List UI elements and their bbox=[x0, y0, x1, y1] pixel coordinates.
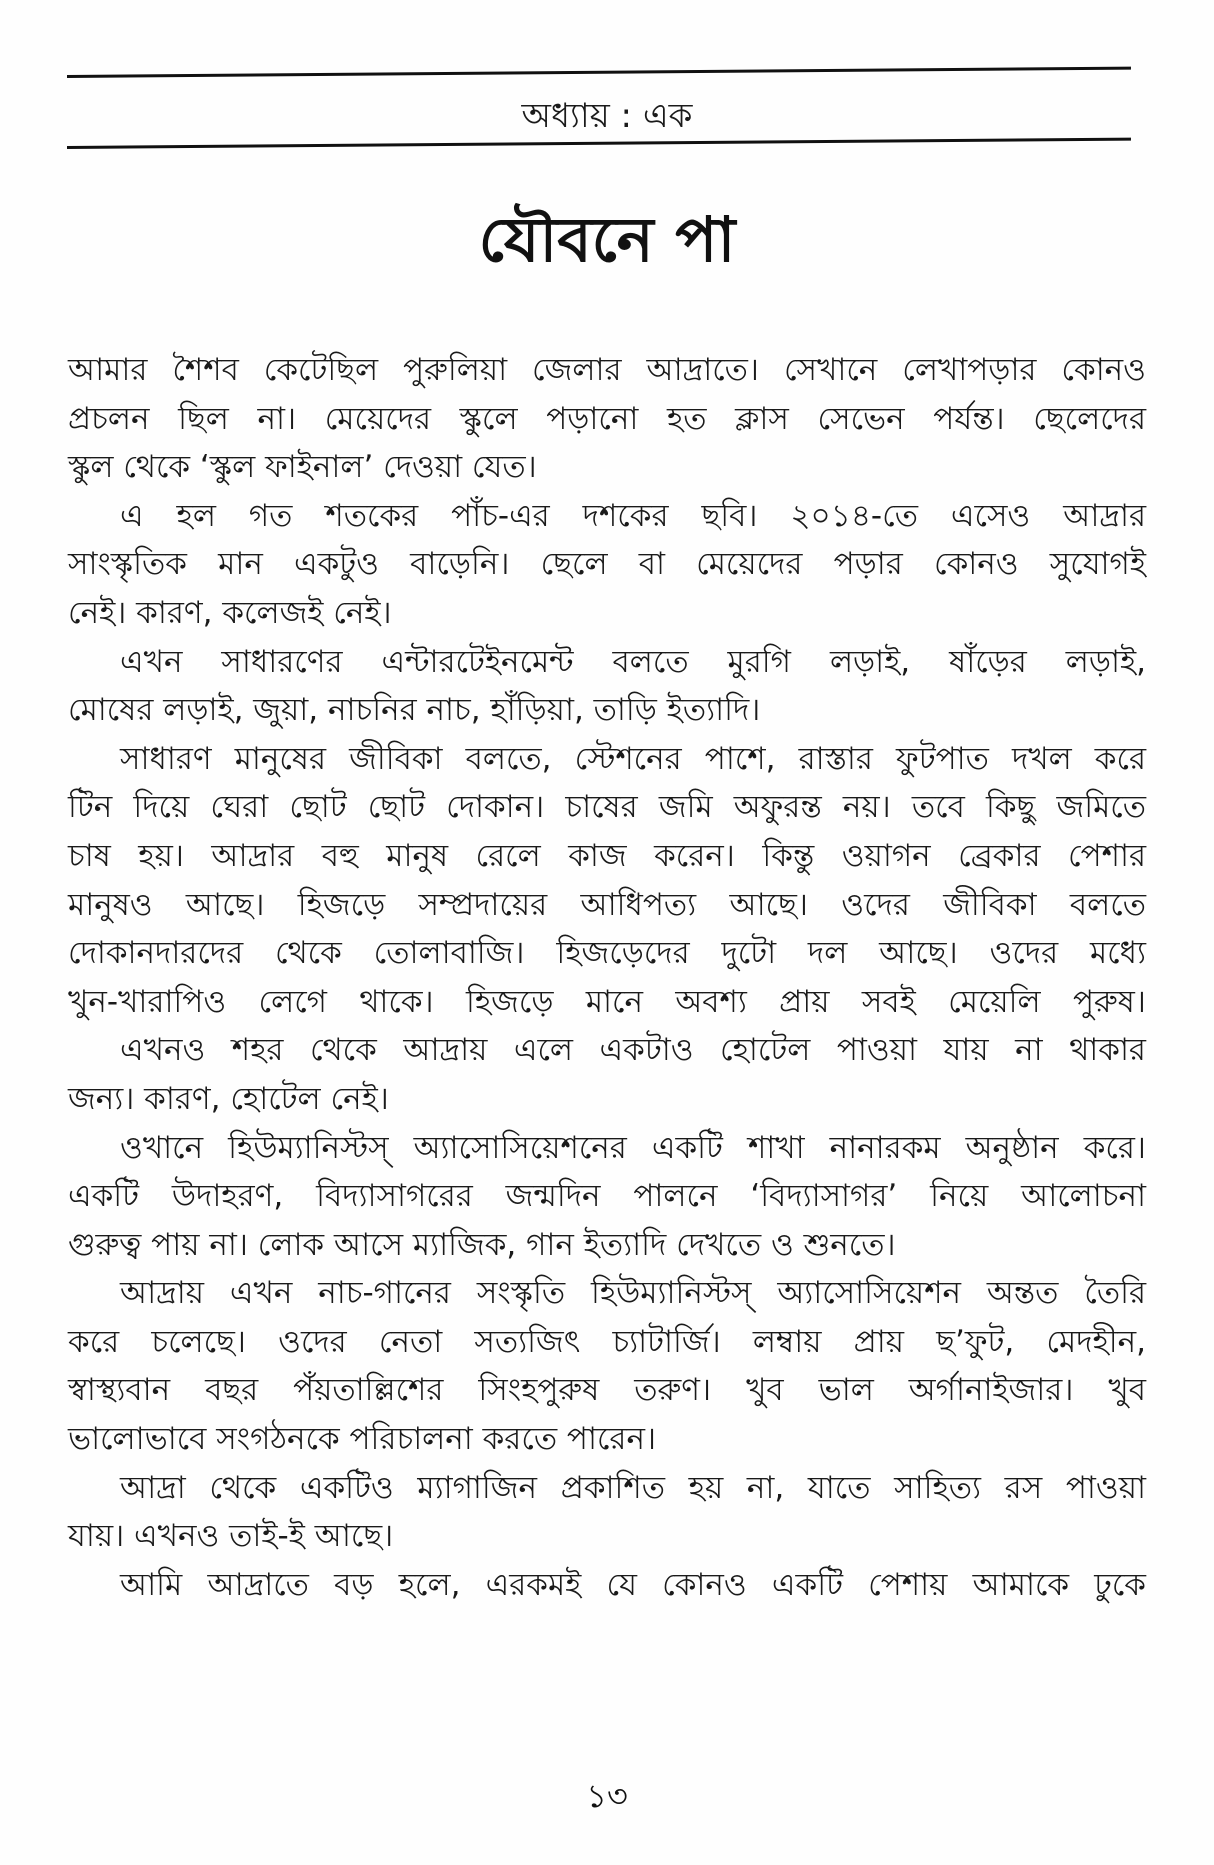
chapter-label: অধ্যায় : এক bbox=[521, 96, 693, 136]
text-line: স্কুল থেকে ‘স্কুল ফাইনাল’ দেওয়া যেত। bbox=[68, 449, 537, 486]
chapter-title: যৌবনে পা bbox=[478, 203, 736, 276]
paragraph bbox=[68, 1269, 1146, 1463]
paragraph bbox=[68, 1464, 1146, 1561]
text-line: প্রচলন ছিল না। মেয়েদের স্কুলে পড়ানো হত ক্লাস সেভেন পর্যন্ত। ছেলেদের bbox=[68, 400, 1146, 437]
text-line: করে চলেছে। ওদের নেতা সত্যজিৎ চ্যাটার্জি। লম্বায় প্রায় ছ’ফুট, মেদহীন, bbox=[68, 1323, 1146, 1360]
text-line: দোকানদারদের থেকে তোলাবাজি। হিজড়েদের দুটো দল আছে। ওদের মধ্যে bbox=[68, 935, 1146, 972]
text-line: এ হল গত শতকের পাঁচ-এর দশকের ছবি। ২০১৪-তে এসেও আদ্রার bbox=[120, 497, 1146, 534]
text-line: জন্য। কারণ, হোটেল নেই। bbox=[68, 1080, 389, 1117]
text-line: আদ্রায় এখন নাচ-গানের সংস্কৃতি হিউম্যানিস্টস্ অ্যাসোসিয়েশন অন্তত তৈরি bbox=[120, 1275, 1146, 1312]
text-line: টিন দিয়ে ঘেরা ছোট ছোট দোকান। চাষের জমি অফুরন্ত নয়। তবে কিছু জমিতে bbox=[68, 789, 1146, 826]
paragraph bbox=[68, 492, 1146, 638]
text-line: আদ্রা থেকে একটিও ম্যাগাজিন প্রকাশিত হয় না, যাতে সাহিত্য রস পাওয়া bbox=[120, 1469, 1146, 1506]
chapter-body bbox=[68, 346, 1146, 1609]
text-line: আমি আদ্রাতে বড় হলে, এরকমই যে কোনও একটি পেশায় আমাকে ঢুকে bbox=[120, 1566, 1146, 1603]
text-line: যায়। এখনও তাই-ই আছে। bbox=[68, 1518, 394, 1555]
text-line: গুরুত্ব পায় না। লোক আসে ম্যাজিক, গান ইত্যাদি দেখতে ও শুনতে। bbox=[68, 1226, 896, 1263]
text-line: চাষ হয়। আদ্রার বহু মানুষ রেলে কাজ করেন। কিন্তু ওয়াগন ব্রেকার পেশার bbox=[68, 837, 1146, 874]
page-number: ১৩ bbox=[586, 1777, 628, 1815]
text-line: এখনও শহর থেকে আদ্রায় এলে একটাও হোটেল পাওয়া যায় না থাকার bbox=[120, 1032, 1146, 1069]
text-line: মানুষও আছে। হিজড়ে সম্প্রদায়ের আধিপত্য আছে। ওদের জীবিকা বলতে bbox=[68, 886, 1146, 923]
header-top-rule bbox=[67, 67, 1131, 78]
text-line: মোষের লড়াই, জুয়া, নাচনির নাচ, হাঁড়িয়া, তাড়ি ইত্যাদি। bbox=[68, 692, 761, 729]
text-line: নেই। কারণ, কলেজই নেই। bbox=[68, 594, 392, 631]
paragraph bbox=[68, 638, 1146, 735]
paragraph bbox=[68, 1124, 1146, 1270]
text-line: ওখানে হিউম্যানিস্টস্ অ্যাসোসিয়েশনের একটি শাখা নানারকম অনুষ্ঠান করে। bbox=[120, 1129, 1146, 1166]
text-line: এখন সাধারণের এন্টারটেইনমেন্ট বলতে মুরগি লড়াই, ষাঁড়ের লড়াই, bbox=[120, 643, 1146, 680]
text-line: ভালোভাবে সংগঠনকে পরিচালনা করতে পারেন। bbox=[68, 1421, 657, 1458]
text-line: আমার শৈশব কেটেছিল পুরুলিয়া জেলার আদ্রাতে। সেখানে লেখাপড়ার কোনও bbox=[68, 352, 1146, 388]
paragraph bbox=[68, 346, 1146, 492]
paragraph bbox=[68, 735, 1146, 1027]
text-line: একটি উদাহরণ, বিদ্যাসাগরের জন্মদিন পালনে ‘বিদ্যাসাগর’ নিয়ে আলোচনা bbox=[68, 1178, 1146, 1215]
paragraph bbox=[68, 1026, 1146, 1123]
text-line: স্বাস্থ্যবান বছর পঁয়তাল্লিশের সিংহপুরুষ তরুণ। খুব ভাল অর্গানাইজার। খুব bbox=[68, 1372, 1146, 1409]
paragraph bbox=[68, 1561, 1146, 1610]
text-line: সাংস্কৃতিক মান একটুও বাড়েনি। ছেলে বা মেয়েদের পড়ার কোনও সুযোগই bbox=[68, 546, 1146, 583]
header-bottom-rule bbox=[67, 138, 1131, 149]
text-line: সাধারণ মানুষের জীবিকা বলতে, স্টেশনের পাশে, রাস্তার ফুটপাত দখল করে bbox=[120, 740, 1146, 777]
text-line: খুন-খারাপিও লেগে থাকে। হিজড়ে মানে অবশ্য প্রায় সবই মেয়েলি পুরুষ। bbox=[68, 983, 1146, 1020]
